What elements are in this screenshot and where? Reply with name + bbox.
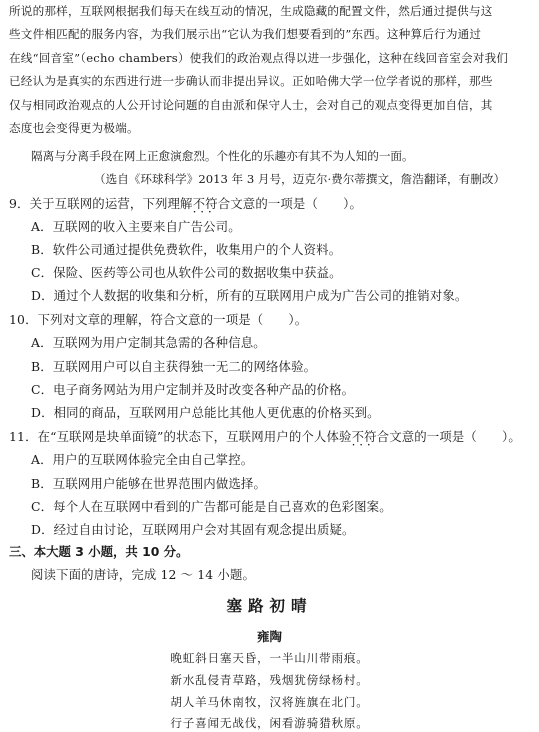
question-11-stem bbox=[9, 427, 521, 445]
question-11-option-c: C．每个人在互联网中看到的广告都可能是自己喜欢的色彩图案。 bbox=[31, 499, 392, 514]
question-10-option-a: A．互联网为用户定制其急需的各种信息。 bbox=[31, 335, 266, 350]
poem-line: 晚虹斜日塞天昏，一半山川带雨痕。 bbox=[170, 651, 369, 665]
question-9-option-d: D．通过个人数据的收集和分析，所有的互联网用户成为广告公司的推销对象。 bbox=[31, 288, 468, 303]
emphasis-marked-text: 不符合 · · · bbox=[193, 196, 231, 211]
question-9-option-c: C．保险、医药等公司也从软件公司的数据收集中获益。 bbox=[31, 265, 342, 280]
question-11-option-a: A．用户的互联网体验完全由自己掌控。 bbox=[31, 452, 254, 467]
emphasis-marked-text: 不符合 · · · bbox=[352, 429, 390, 444]
question-11-option-b: B．互联网用户能够在世界范围内做选择。 bbox=[31, 476, 266, 491]
question-10-stem bbox=[9, 310, 307, 328]
passage-line: 态度也会变得更为极端。 bbox=[9, 121, 139, 136]
question-11-option-d: D．经过自由讨论，互联网用户会对其固有观念提出质疑。 bbox=[31, 522, 355, 537]
poem-author: 雍陶 bbox=[256, 629, 282, 644]
question-stem-text: 10．下列对文章的理解，符合文意的一项是（ ）。 bbox=[9, 312, 308, 327]
question-10-option-d: D．相同的商品，互联网用户总能比其他人更优惠的价格买到。 bbox=[31, 405, 380, 420]
question-stem-text: 9．关于互联网的运营，下列理解 bbox=[9, 196, 193, 211]
passage-line: 已经认为是真实的东西进行进一步确认而非提出异议。正如哈佛大学一位学者说的那样，那些 bbox=[9, 74, 493, 89]
question-stem-text: 文意的一项是（ ）。 bbox=[389, 429, 521, 444]
poem-title: 塞路初晴 bbox=[226, 597, 313, 615]
section-heading: 三、本大题 3 小题，共 10 分。 bbox=[9, 544, 189, 559]
passage-source: （选自《环球科学》2013 年 3 月号，迈克尔·费尔蒂撰文，詹浩翻译，有删改） bbox=[94, 172, 506, 186]
poem-line: 新水乱侵青草路，残烟犹傍绿杨村。 bbox=[170, 673, 369, 687]
passage-line: 仅与相同政治观点的人公开讨论问题的自由派和保守人士，会对自己的观点变得更加自信，其 bbox=[9, 97, 493, 112]
passage-line: 些文件相匹配的服务内容，为我们展示出“它认为我们想要看到的”东西。这种算后行为通过 bbox=[9, 27, 482, 42]
passage-paragraph bbox=[9, 0, 525, 140]
passage-line: 所说的那样，互联网根据我们每天在线互动的情况，生成隐藏的配置文件，然后通过提供与这 bbox=[9, 4, 493, 18]
poem-line: 行子喜闻无战伐，闲看游骑猎秋原。 bbox=[170, 716, 369, 730]
question-stem-text: 文意的一项是（ ）。 bbox=[230, 196, 362, 211]
question-9-stem bbox=[9, 194, 362, 212]
question-9-option-b: B．软件公司通过提供免费软件，收集用户的个人资料。 bbox=[31, 242, 342, 257]
question-stem-text: 11．在“互联网是块单面镜”的状态下，互联网用户的个人体验 bbox=[9, 429, 352, 444]
passage-closing: 隔离与分离手段在网上正愈演愈烈。个性化的乐趣亦有其不为人知的一面。 bbox=[31, 149, 414, 163]
question-9-option-a: A．互联网的收入主要来自广告公司。 bbox=[31, 219, 241, 234]
poem-line: 胡人羊马休南牧，汉将旌旗在北门。 bbox=[170, 695, 369, 709]
passage-line: 在线“回音室”（echo chambers）使我们的政治观点得以进一步强化，这种在线回音室会对我们 bbox=[9, 50, 509, 65]
question-10-option-c: C．电子商务网站为用户定制并及时改变各种产品的价格。 bbox=[31, 382, 355, 397]
question-10-option-b: B．互联网用户可以自主获得独一无二的网络体验。 bbox=[31, 359, 317, 374]
section-instruction: 阅读下面的唐诗，完成 12 ～ 14 小题。 bbox=[31, 567, 256, 582]
